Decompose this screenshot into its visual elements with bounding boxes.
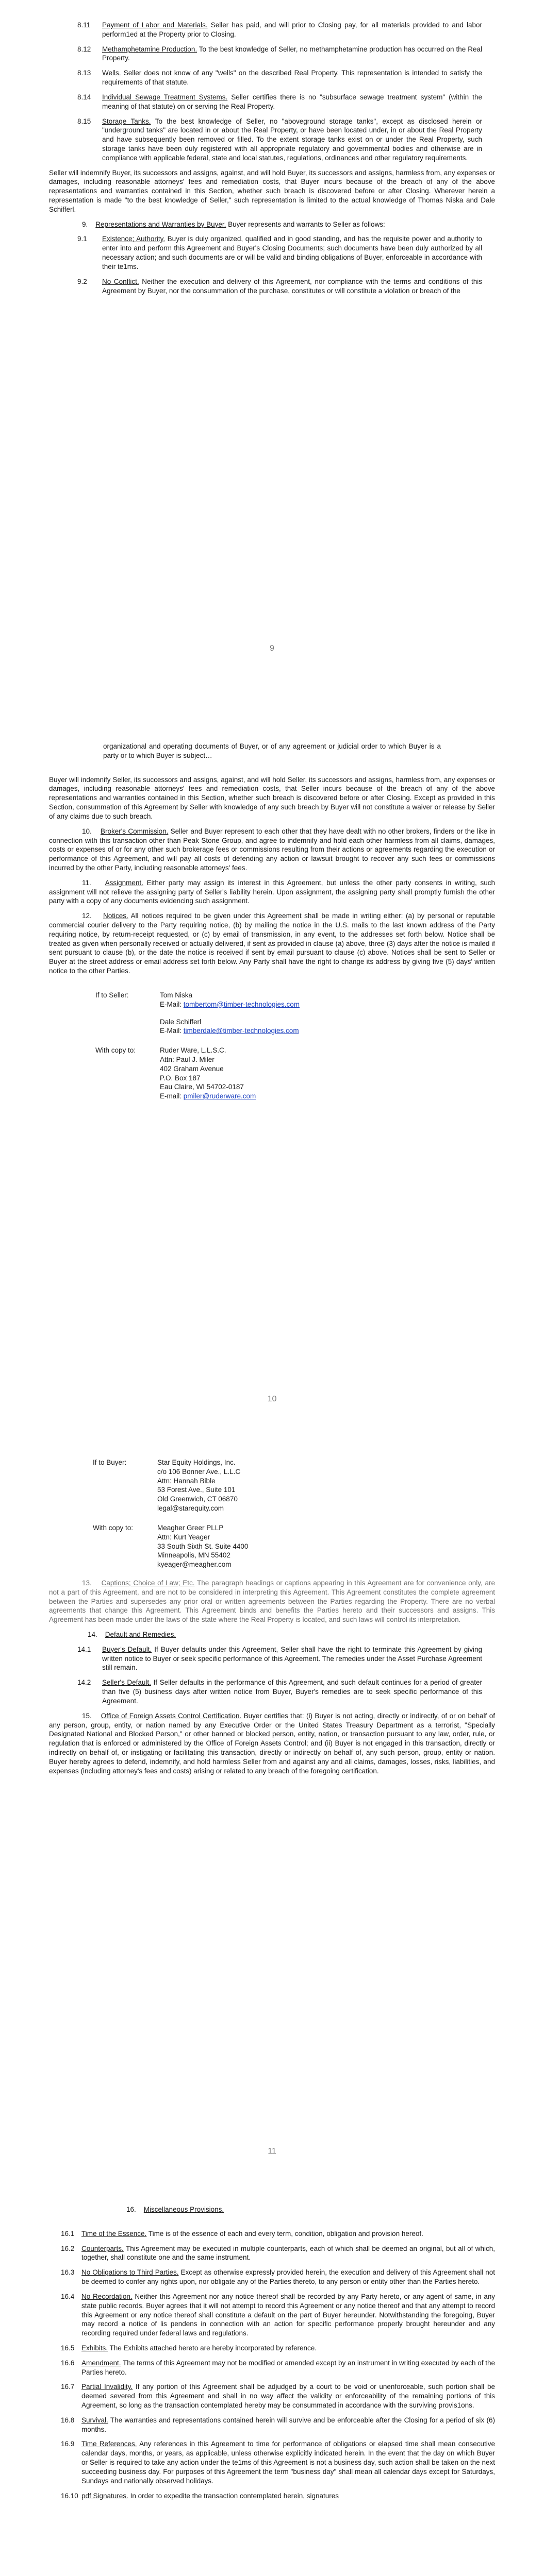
section-16-8 [61,2416,495,2434]
page-number: 9 [270,644,274,653]
section-16-10 [61,2492,495,2501]
section-body [102,117,482,163]
seller2-email-link[interactable]: timberdale@timber-technologies.com [183,1027,299,1035]
section-title: Existence; Authority. [102,235,166,243]
section-number: 16.5 [61,2344,75,2352]
section-text: The Exhibits attached hereto are hereby incorporated by reference. [108,2344,317,2352]
section-number: 8.14 [77,93,91,101]
section-title: Wells. [102,69,121,77]
page-10 [0,742,544,1403]
section-number: 16.6 [61,2359,75,2367]
section-text: Seller certifies there is no "subsurface sewage treatment system" (within the meaning of that statute) on or serving the Real Property. [102,93,482,110]
section-9-2-continuation: organizational and operating documents of Buyer, or of any agreement or judicial order to which Buyer is a party or to which Buyer is subject… [103,742,441,759]
section-title: No Conflict. [102,277,139,285]
section-14-2 [77,1678,482,1705]
section-body [81,2344,495,2353]
section-body [102,21,482,39]
section-9-intro: 9. Representations and Warranties by Buyer. Buyer represents and warrants to Seller as follows: [82,220,385,228]
seller-email-link[interactable]: tombertom@timber-technologies.com [183,1000,300,1008]
section-title: pdf Signatures. [81,2492,128,2500]
section-title: No Recordation. [81,2292,133,2300]
section-8-14 [77,93,482,111]
seller-copy-address: With copy to: Ruder Ware, L.L.S.C. Attn: Paul J. Miler 402 Graham Avenue P.O. Box 187 Eau Claire, WI 54702-0187 E-mail: pmiler@ruderware.com [95,1046,256,1100]
seller-label: If to Seller: [95,991,129,999]
section-number: 14.2 [77,1679,91,1687]
section-14-heading: 14. Default and Remedies. [88,1631,176,1638]
section-body [102,1678,482,1705]
section-8-11 [77,21,482,39]
section-body [81,2229,495,2239]
section-text: This Agreement may be executed in multiple counterparts, each of which shall be deemed an original, but all of which, together, shall constitute one and the same instrument. [81,2244,495,2262]
section-title: Seller's Default. [102,1679,151,1687]
section-16-7 [61,2382,495,2410]
section-text: To the best knowledge of Seller, no "aboveground storage tanks", except as disclosed herein or "underground tanks" are located in or about the Real Property, or have been located under, in or about the Real Property and have subsequently been removed or filled. To the extent storage tanks exist on or under the Real Property, such storage tanks have been duly registered with all appropriate regulatory and governmental bodies and otherwise are in compliance with applicable federal, state and local statutes, regulations, ordinances and other regulatory requirements. [102,117,482,162]
section-text: Neither the execution and delivery of this Agreement, nor compliance with the terms and conditions of this Agreement by Buyer, nor the consummation of the purchase, constitutes or will constitute a violation or breach of the [102,277,483,295]
buyer-notice-address: If to Buyer: Star Equity Holdings, Inc. c/o 106 Bonner Ave., L.L.C Attn: Hannah Bible 53 Forest Ave., Suite 101 Old Greenwich, CT 06870 legal@starequity.com [93,1459,241,1513]
section-14-1 [77,1645,482,1672]
section-body [81,2268,495,2286]
section-16-2 [61,2244,495,2263]
section-number: 16.1 [61,2229,75,2238]
section-body [81,2492,495,2501]
section-body [81,2416,495,2434]
section-body [102,234,482,271]
section-title: Payment of Labor and Materials. [102,21,208,29]
section-16-heading: 16. Miscellaneous Provisions. [126,2206,224,2213]
seller-notice-address: If to Seller: Tom Niska E-Mail: tombertom@timber-technologies.com Dale Schifferl E-Mail: timberdale@timber-technologies.com [95,991,300,1035]
section-text: Seller does not know of any "wells" on the described Real Property. This representation is intended to satisfy the requirements of that statute. [102,69,482,87]
section-text: In order to expedite the transaction contemplated herein, signatures [128,2492,339,2500]
page-12 [0,2205,544,2506]
section-text: If Buyer defaults under this Agreement, Seller shall have the right to terminate this Agreement by giving written notice to Buyer or seek specific performance of this Agreement. The remedies under the Asset Purchase Agreement still remain. [102,1645,483,1672]
copy-label: With copy to: [95,1046,136,1055]
section-8-13 [77,69,482,87]
section-12-notices: 12. Notices. All notices required to be given under this Agreement shall be made in writing either: (a) by personal or reputable commercial courier delivery to the Party requiring notice, (b) by mailing the notice in the U.S. mails to the last known address of the Party requiring notice, by return-receipt requested, or (c) by email of transmission, in any event, to the addresses set forth below. Notice shall be treated as given when personally received or actually delivered, if sent as provided in clause (a) above, three (3) days after the notice is mailed if sent pursuant to clause (b), or the date the notice is received if sent by email pursuant to clause (c) above. Notices shall be sent to Seller or Buyer at the street address or email address set forth below. Any Party shall have the right to change its address by giving five (5) days' written notice to the other Parties. [49,912,495,975]
section-body [81,2382,495,2410]
section-title: Time of the Essence. [81,2229,147,2238]
page-11 [0,1458,544,2156]
section-9-2 [77,277,482,296]
section-text: If Seller defaults in the performance of this Agreement, and such default continues for a period of greater than five (5) business days after written notice from Buyer, Buyer's remedies are to seek specific performance of this Agreement. [102,1679,482,1705]
section-15-ofac: 15. Office of Foreign Assets Control Certification. Buyer certifies that: (i) Buyer is not acting, directly or indirectly, of or on behalf of any person, group, entity, or nation named by any Executive Order or the United States Treasury Department as a terrorist, "Specially Designated National and Blocked Person," or other banned or blocked person, entity, nation, or transaction pursuant to any law, order, rule, or regulation that is enforced or administered by the Office of Foreign Assets Control; and (ii) Buyer is not engaged in this transaction, directly or indirectly on behalf of, or instigating or facilitating this transaction, directly or indirectly on behalf of, any such person, group, entity or nation. Buyer hereby agrees to defend, indemnify, and hold harmless Seller from and against any and all claims, damages, losses, risks, liabilities, and expenses (including attorney's fees and costs) arising or related to any breach of the foregoing certification. [49,1711,495,1775]
section-number: 16.2 [61,2244,75,2252]
copy-email-link[interactable]: pmiler@ruderware.com [183,1092,256,1100]
page-number: 10 [267,1395,277,1403]
section-body [81,2244,495,2263]
section-10-brokers-commission: 10. Broker's Commission. Seller and Buyer represent to each other that they have dealt with no other brokers, finders or the like in connection with this transaction other than Peak Stone Group, and agree to indemnify and hold each other harmless from all claims, damages, costs or expenses of or for any other such brokerage fees or commissions resulting from their actions or agreements regarding the execution or performance of this Agreement, and will pay all costs of defending any action or lawsuit brought to recover any such fees or commissions incurred by the other Party, including reasonable attorneys' fees. [49,827,495,872]
section-text: If any portion of this Agreement shall be adjudged by a court to be void or unenforceable, such portion shall be deemed severed from this Agreement and shall in no way affect the validity or enforceability of the remaining portions of this Agreement, so long as the transaction contemplated hereby may be consummated in accordance with the surviving provis1ons. [81,2383,495,2409]
section-body [81,2359,495,2377]
section-number: 16.9 [61,2440,75,2448]
section-text: To the best knowledge of Seller, no methamphetamine production has occurred on the Real Property. [102,45,482,62]
section-body [102,45,482,63]
section-number: 8.12 [77,45,91,53]
section-16-1 [61,2229,495,2239]
section-body [102,93,482,111]
section-8-12 [77,45,482,63]
section-8-15 [77,117,482,163]
section-number: 16.8 [61,2416,75,2424]
buyer-indemnity-paragraph: Buyer will indemnify Seller, its successors and assigns, against, and will hold Seller, its successors and assigns, harmless from, any expenses or damages, including reasonable attorneys' fees and remediation costs, that Seller incurs because of the breach of any of the above representations and warranties contained in this Section, whether such breach is discovered before or after Closing. Except as provided in this Section, consummation of this Agreement by Seller with knowledge of any such breach by Buyer will not constitute a waiver or release by Seller of any claims due to such breach. [49,775,495,820]
seller-indemnity-paragraph: Seller will indemnify Buyer, its successors and assigns, against, and will hold Buyer, its successors and assigns, harmless from, any expenses or damages, including reasonable attorneys' fees and remediation costs, that Buyer incurs because of the breach of any of the above representations and warranties contained in this Section, whether such breach is discovered before or after Closing. Wherever herein a representation is made "to the best knowledge of Seller," such representation is limited to the actual knowledge of Thomas Niska and Dale Schifferl. [49,168,495,213]
section-title: No Obligations to Third Parties. [81,2268,179,2277]
section-11-assignment: 11. Assignment. Either party may assign its interest in this Agreement, but unless the other party consents in writing, such assignment will not relieve the assigning party of Seller's liability herein. Upon assignment, the assigning party shall promptly furnish the other party with a copy of any documents evidencing such assignment. [49,878,495,905]
section-number: 16.4 [61,2292,75,2300]
section-16-6 [61,2359,495,2377]
section-title: Partial Invalidity. [81,2383,133,2391]
section-number: 8.13 [77,69,91,77]
section-number: 16.7 [61,2383,75,2391]
section-number: 9.2 [77,277,87,285]
section-16-4 [61,2292,495,2338]
section-16-3 [61,2268,495,2286]
section-16-9 [61,2439,495,2485]
section-body [102,277,482,296]
section-16-5 [61,2344,495,2353]
page-9 [0,21,544,653]
section-9-1 [77,234,482,271]
section-number: 8.15 [77,117,91,125]
section-text: Any references in this Agreement to time for performance of obligations or elapsed time shall mean consecutive calendar days, months, or years, as applicable, unless otherwise explicitly indicated herein. In the event that the day on which Buyer or Seller is required to take any action under the te1ms of this Agreement is not a business day, such action shall be taken on the next succeeding business day. For purposes of this Agreement the term "business day" shall mean all calendar days except for Saturdays, Sundays and nationally observed holidays. [81,2440,495,2485]
section-title: Amendment. [81,2359,121,2367]
page-number: 11 [268,2147,276,2156]
section-number: 16.10 [61,2492,78,2500]
section-text: The terms of this Agreement may not be modified or amended except by an instrument in writing executed by each of the Parties hereto. [81,2359,495,2376]
section-number: 9.1 [77,235,87,243]
section-body [102,69,482,87]
buyer-label: If to Buyer: [93,1459,127,1466]
section-text: The warranties and representations contained herein will survive and be enforceable after the Closing for a period of six (6) months. [81,2416,495,2433]
section-text: Time is of the essence of each and every term, condition, obligation and provision hereof. [146,2229,423,2238]
section-title: Time References. [81,2440,137,2448]
section-text: Neither this Agreement nor any notice thereof shall be recorded by any Party hereto, or any agent of same, in any state public records. Buyer agrees that it will not attempt to record this Agreement or any notice thereof and that any attempt to record this Agreement or any notice thereof shall constitute a default on the part of Buyer hereunder. Notwithstanding the foregoing, Buyer may record a notice of lis pendens in connection with an action for specific performance properly brought hereunder and any recording required under federal laws and regulations. [81,2292,495,2337]
section-13-captions: 13. Captions; Choice of Law; Etc. The paragraph headings or captions appearing in this Agreement are for convenience only, are not a part of this Agreement, and are not to be considered in interpreting this Agreement. This Agreement constitutes the complete agreement between the Parties and supersedes any prior oral or written agreements between the Parties regarding the Property. There are no verbal agreements that change this Agreement. This Agreement binds and benefits the Parties hereto and their successors and assigns. This Agreement has been made under the laws of the state where the Real Property is located, and such laws will control its interpretation. [49,1579,495,1624]
section-number: 8.11 [77,21,91,29]
section-text: Seller has paid, and will prior to Closing pay, for all materials provided to and labor perform1ed at the Property prior to Closing. [102,21,482,38]
section-number: 16.3 [61,2268,75,2277]
section-number: 14.1 [77,1645,91,1653]
section-title: Survival. [81,2416,108,2424]
section-body [102,1645,482,1672]
section-text: Except as otherwise expressly provided herein, the execution and delivery of this Agreement shall not be deemed to confer any rights upon, nor obligate any of the Parties thereto, to any person or entity other than the Parties hereto. [81,2268,496,2286]
section-body [81,2292,495,2338]
section-text: Buyer is duly organized, qualified and in good standing, and has the requisite power and authority to enter into and perform this Agreement and Buyer's Closing Documents; such documents have been duly authorized by all necessary action; and such documents are or will be valid and binding obligations of Buyer, enforceable in accordance with their te1ms. [102,235,482,270]
section-title: Buyer's Default. [102,1645,152,1653]
section-title: Exhibits. [81,2344,108,2352]
section-body [81,2439,495,2485]
section-title: Storage Tanks. [102,117,151,125]
section-title: Individual Sewage Treatment Systems. [102,93,228,101]
section-title: Methamphetamine Production. [102,45,197,53]
buyer-copy-address: With copy to: Meagher Greer PLLP Attn: Kurt Yeager 33 South Sixth St. Suite 4400 Minneapolis, MN 55402 kyeager@meagher.com [93,1523,249,1569]
section-title: Counterparts. [81,2244,124,2252]
buyer-copy-label: With copy to: [93,1523,134,1532]
